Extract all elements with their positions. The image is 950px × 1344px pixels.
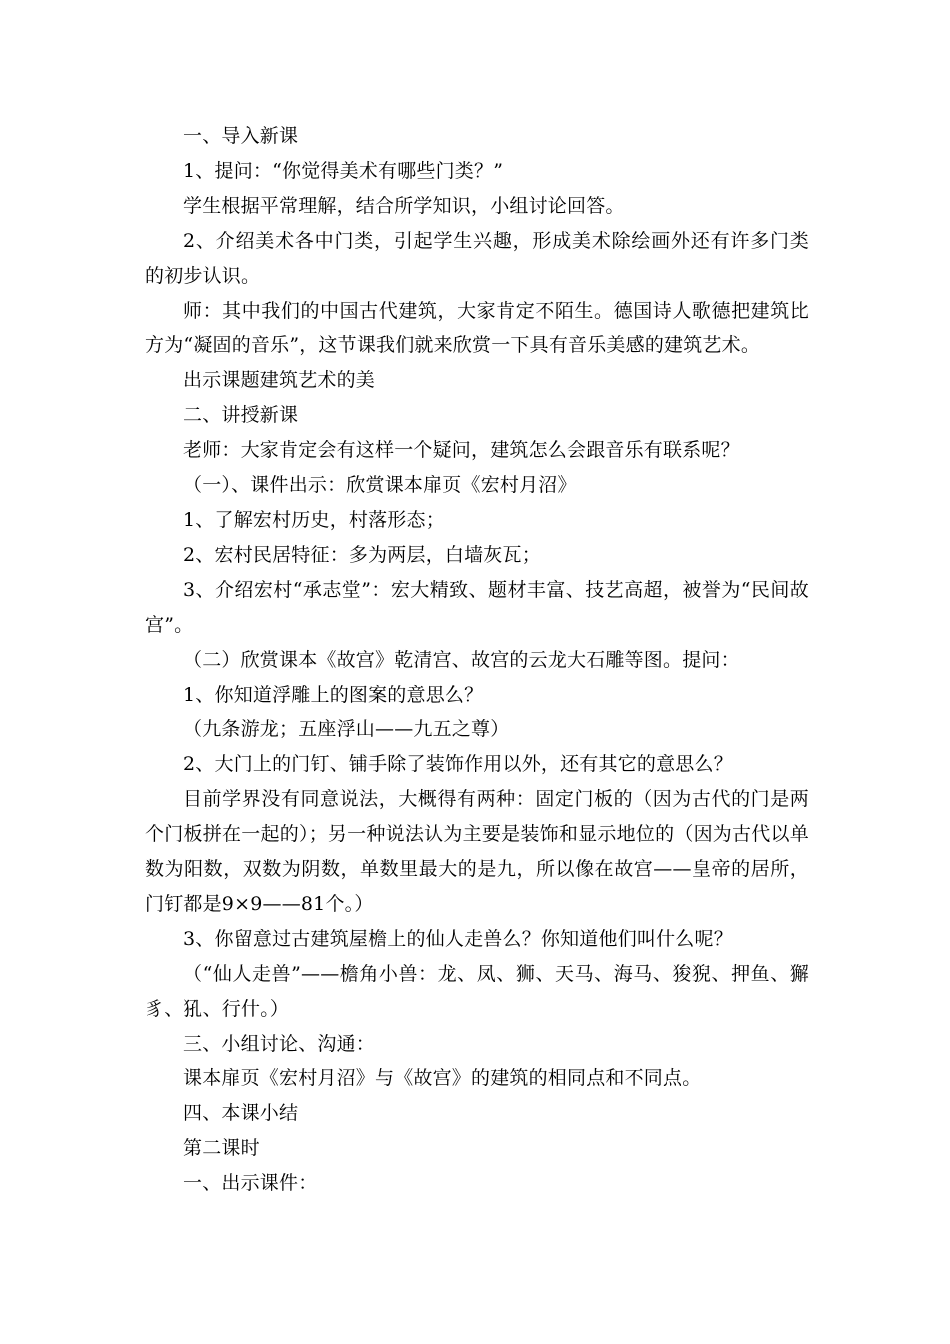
paragraph: （“仙人走兽”——檐角小兽：龙、凤、狮、天马、海马、狻猊、押鱼、獬豸、犼、行什。） <box>145 962 809 1020</box>
paragraph: 1、提问：“你觉得美术有哪些门类？” <box>183 159 504 182</box>
paragraph: 3、你留意过古建筑屋檐上的仙人走兽么？你知道他们叫什么呢？ <box>183 927 733 950</box>
paragraph: 2、介绍美术各中门类，引起学生兴趣，形成美术除绘画外还有许多门类的初步认识。 <box>145 229 809 287</box>
paragraph: 学生根据平常理解，结合所学知识，小组讨论回答。 <box>183 194 625 217</box>
paragraph: （二）欣赏课本《故宫》乾清宫、故宫的云龙大石雕等图。提问： <box>183 648 740 671</box>
paragraph: 师：其中我们的中国古代建筑，大家肯定不陌生。德国诗人歌德把建筑比方为“凝固的音乐”，这节课我们就来欣赏一下具有音乐美感的建筑艺术。 <box>145 299 809 357</box>
paragraph: 目前学界没有同意说法，大概得有两种：固定门板的（因为古代的门是两个门板拼在一起的）；另一种说法认为主要是装饰和显示地位的（因为古代以单数为阳数，双数为阴数，单数里最大的是九，所以像在故宫——皇帝的居所，门钉都是9×9——81个。） <box>145 788 809 915</box>
paragraph: 3、介绍宏村“承志堂”：宏大精致、题材丰富、技艺高超，被誉为“民间故宫”。 <box>145 578 809 636</box>
section-heading-new-lesson: 二、讲授新课 <box>183 404 299 427</box>
section-heading-summary: 四、本课小结 <box>183 1102 299 1125</box>
document-body <box>145 119 809 1201</box>
section-heading-intro: 一、导入新课 <box>183 125 299 147</box>
paragraph: 2、大门上的门钉、铺手除了装饰作用以外，还有其它的意思么？ <box>183 753 733 776</box>
paragraph: 课本扉页《宏村月沼》与《故宫》的建筑的相同点和不同点。 <box>183 1067 702 1090</box>
paragraph: 2、宏村民居特征：多为两层，白墙灰瓦； <box>183 543 541 566</box>
paragraph: 1、了解宏村历史，村落形态； <box>183 508 445 531</box>
paragraph: 一、出示课件： <box>183 1172 318 1195</box>
paragraph: 老师：大家肯定会有这样一个疑问，建筑怎么会跟音乐有联系呢？ <box>183 439 740 462</box>
paragraph: （一）、课件出示：欣赏课本扉页《宏村月沼》 <box>183 474 577 497</box>
section-heading-second-lesson: 第二课时 <box>183 1137 260 1160</box>
section-heading-discussion: 三、小组讨论、沟通： <box>183 1032 376 1055</box>
paragraph: 出示课题建筑艺术的美 <box>183 369 376 392</box>
paragraph: （九条游龙；五座浮山——九五之尊） <box>183 718 510 741</box>
paragraph: 1、你知道浮雕上的图案的意思么？ <box>183 683 484 706</box>
